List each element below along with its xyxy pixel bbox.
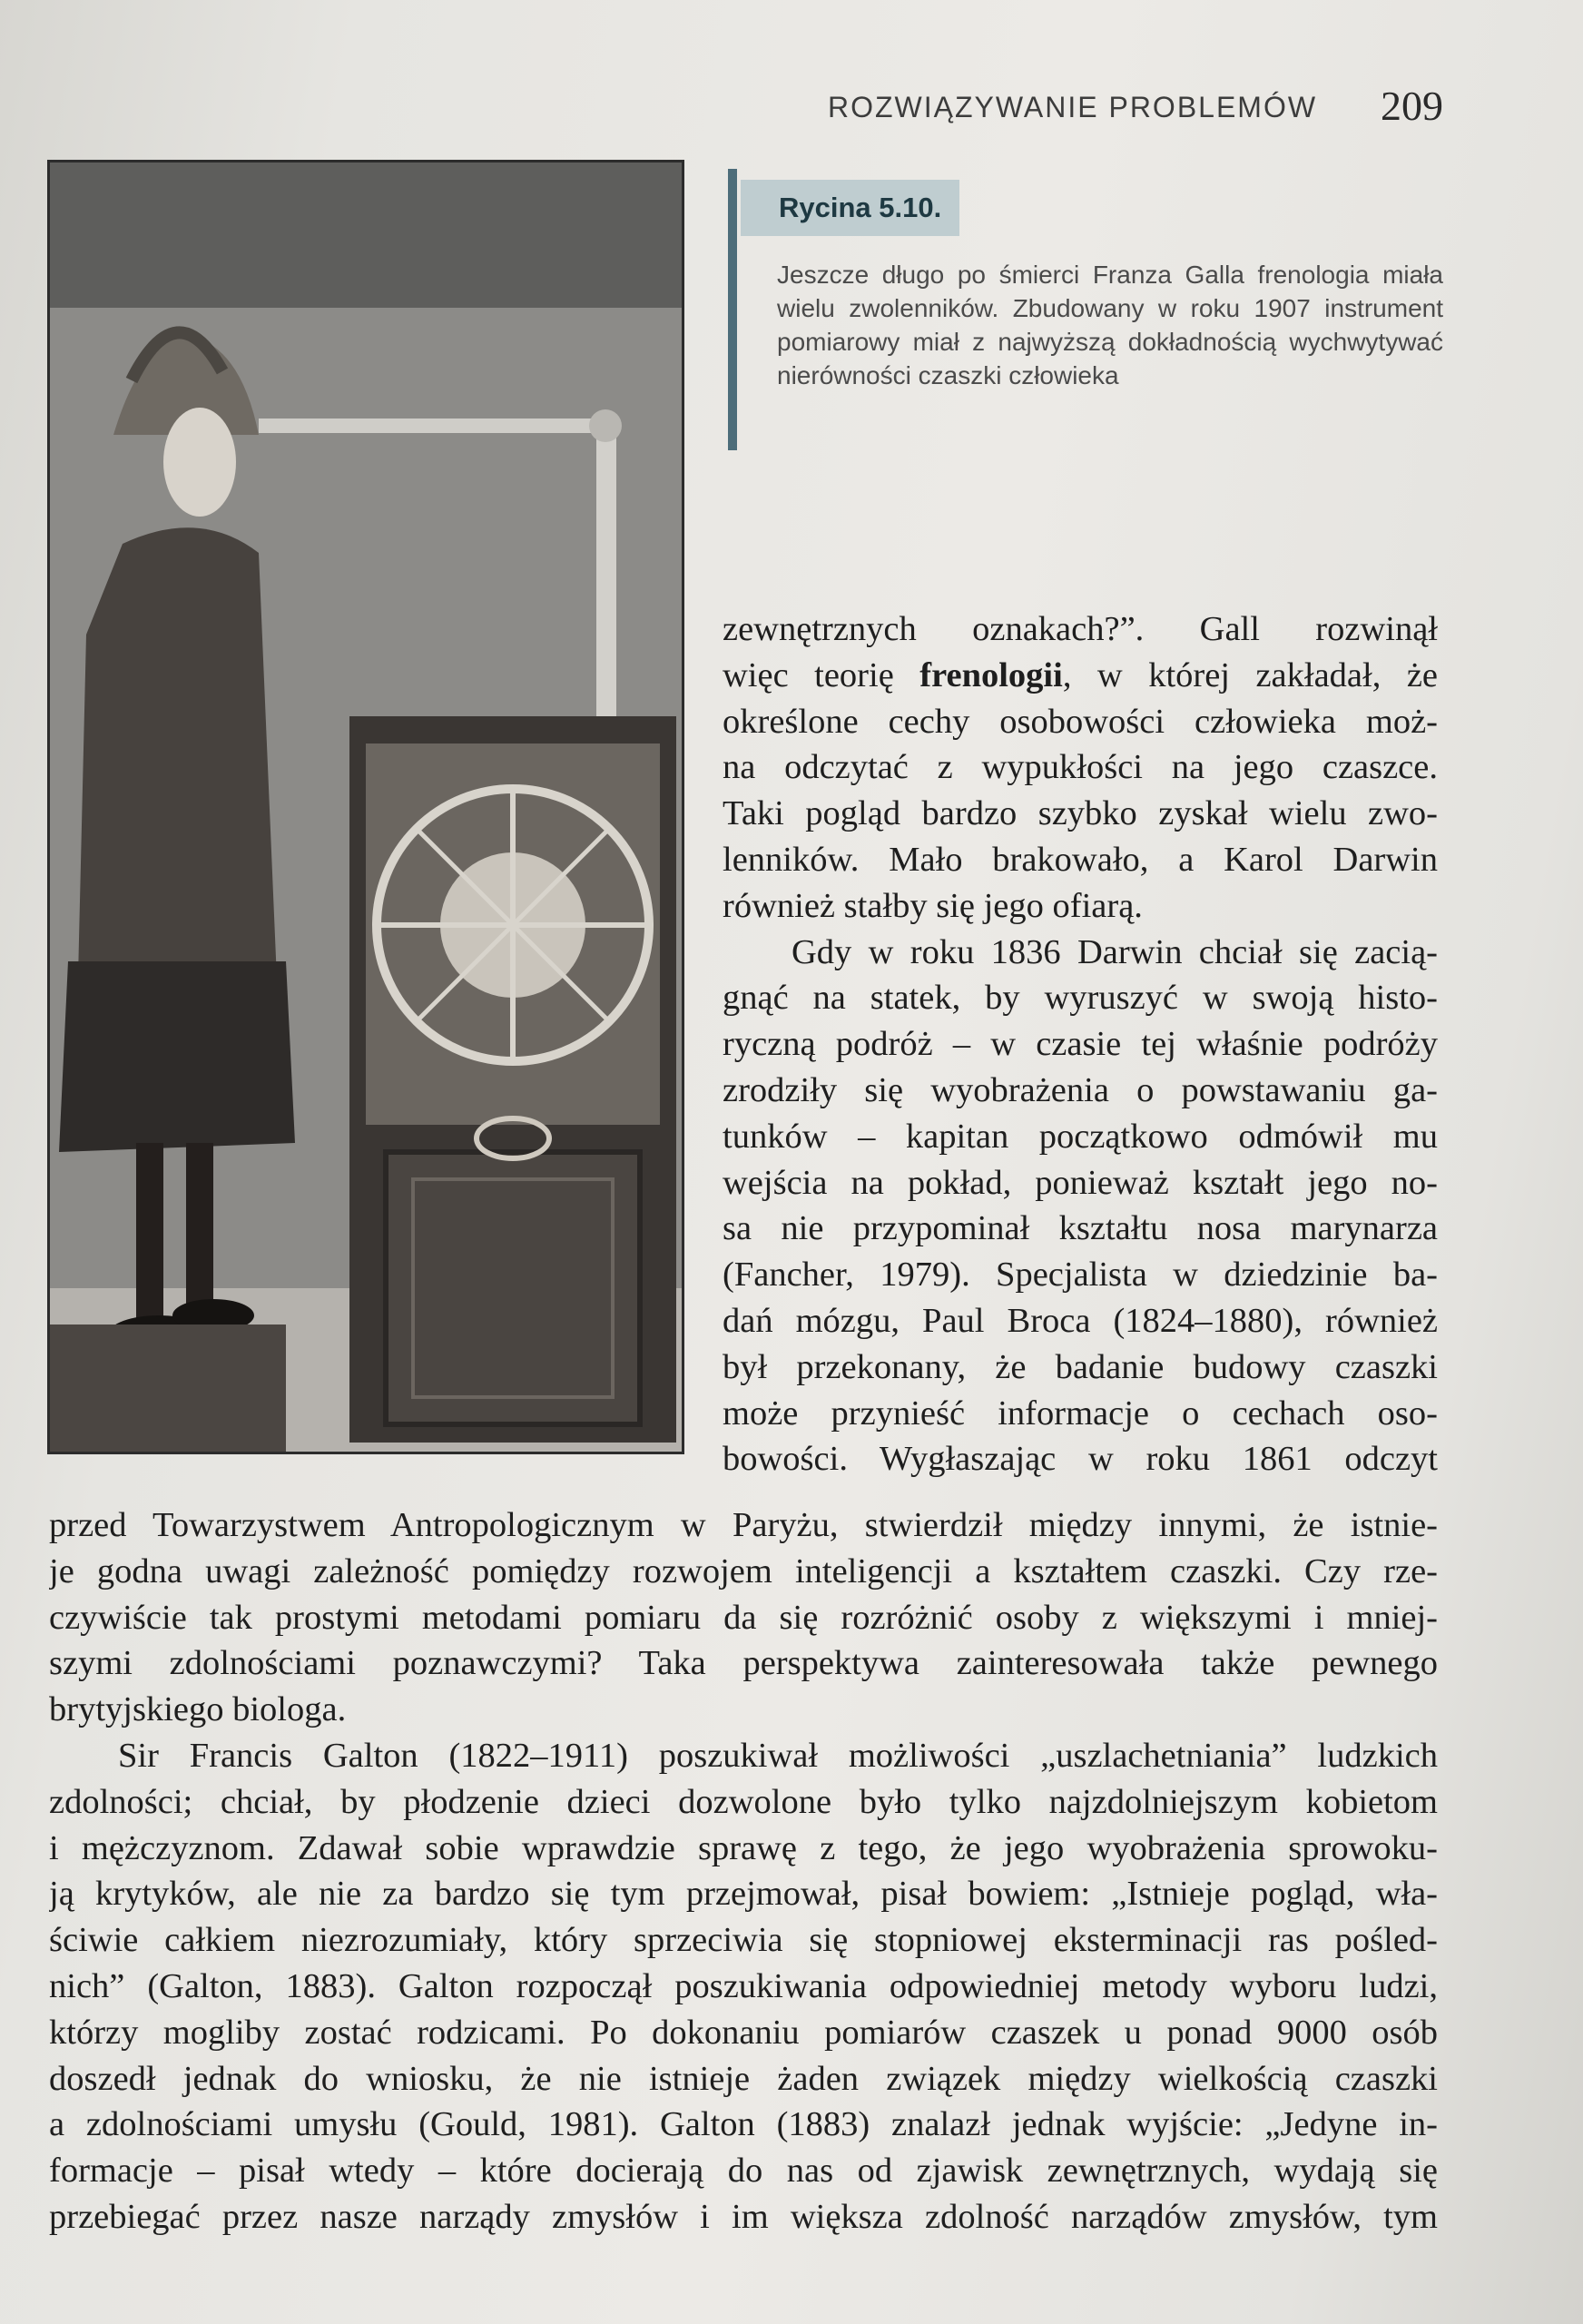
text-line: ryczną podróż – w czasie tej właśnie podróży [723, 1025, 1438, 1064]
key-term-frenologii: frenologii [919, 655, 1063, 694]
page-header [817, 80, 1452, 143]
text-line: formacje – pisał wtedy – które docierają do nas od zjawisk zewnętrznych, wydają się [49, 2152, 1438, 2191]
text-fragment: , w której zakładał, że [1062, 655, 1438, 694]
text-line: Gdy w roku 1836 Darwin chciał się zacią- [792, 932, 1438, 971]
text-line: i mężczyznom. Zdawał sobie wprawdzie sprawę z tego, że jego wyobrażenia sprowoku- [49, 1828, 1438, 1867]
text-line [723, 653, 1438, 699]
text-line: Sir Francis Galton (1822–1911) poszukiwał możliwości „uszlachetniania” ludzkich [118, 1736, 1438, 1775]
text-line: sa nie przypominał kształtu nosa marynarza [723, 1209, 1438, 1248]
text-line: ją krytyków, ale nie za bardzo się tym przejmował, pisał bowiem: „Istnieje pogląd, wła- [49, 1875, 1438, 1914]
text-line: a zdolnościami umysłu (Gould, 1981). Galton (1883) znalazł jednak wyjście: „Jedyne in- [49, 2105, 1438, 2144]
text-line: ściwie całkiem niezrozumiały, który sprzeciwia się stopniowej eksterminacji ras pośled- [49, 1921, 1438, 1960]
text-line: dań mózgu, Paul Broca (1824–1880), również [723, 1301, 1438, 1340]
text-line: czywiście tak prostymi metodami pomiaru da się rozróżnić osoby z większymi i mniej- [49, 1598, 1438, 1637]
text-fragment: więc teorię [723, 655, 920, 694]
text-line: tunków – kapitan początkowo odmówił mu [723, 1117, 1438, 1156]
text-line: określone cechy osobowości człowieka moż- [723, 702, 1438, 741]
text-line: je godna uwagi zależność pomiędzy rozwojem inteligencji a kształtem czaszki. Czy rze- [49, 1551, 1438, 1590]
text-line: przed Towarzystwem Antropologicznym w Paryżu, stwierdził między innymi, że istnie- [49, 1506, 1438, 1544]
text-line: którzy mogliby zostać rodzicami. Po dokonaniu pomiarów czaszek u ponad 9000 osób [49, 2013, 1438, 2052]
text-line: gnąć na statek, by wyruszyć w swoją histo- [723, 979, 1438, 1018]
figure-caption: Jeszcze długo po śmierci Franza Galla frenologia miała wielu zwolenników. Zbudowany w roku 1907 instrument pomiarowy miał z najwyższą dokładnością wychwytywać nierówności czaszki człowieka [777, 261, 1443, 389]
text-line: również stałby się jego ofiarą. [723, 886, 1143, 925]
caption-accent-bar [728, 169, 737, 450]
text-line: doszedł jednak do wniosku, że nie istnieje żaden związek między wielkością czaszki [49, 2059, 1438, 2098]
text-line: brytyjskiego biologa. [49, 1690, 347, 1729]
phrenology-instrument-illustration [50, 162, 682, 1452]
running-head: ROZWIĄZYWANIE PROBLEMÓW [828, 91, 1318, 123]
text-line: bowości. Wygłaszając w roku 1861 odczyt [723, 1440, 1438, 1479]
figure-caption-box [728, 169, 1454, 450]
text-line: był przekonany, że badanie budowy czaszki [723, 1347, 1438, 1386]
text-line: zrodziły się wyobrażenia o powstawaniu ga- [723, 1070, 1438, 1109]
text-line: przebiegać przez nasze narządy zmysłów i im większa zdolność narządów zmysłów, tym [49, 2197, 1438, 2236]
text-line: szymi zdolnościami poznawczymi? Taka perspektywa zainteresowała także pewnego [49, 1644, 1438, 1683]
text-line: (Fancher, 1979). Specjalista w dziedzinie ba- [723, 1256, 1438, 1295]
text-line: Taki pogląd bardzo szybko zyskał wielu zwo- [723, 794, 1438, 833]
text-line: na odczytać z wypukłości na jego czaszce. [723, 748, 1438, 787]
text-line: wejścia na pokład, ponieważ kształt jego no- [723, 1163, 1438, 1202]
text-line: może przynieść informacje o cechach oso- [723, 1393, 1438, 1433]
text-line: lenników. Mało brakowało, a Karol Darwin [723, 840, 1438, 879]
figure-label: Rycina 5.10. [741, 180, 959, 236]
body-full-width [49, 1502, 1438, 2240]
figure-photo [47, 160, 684, 1454]
text-line: zewnętrznych oznakach?”. Gall rozwinął [723, 610, 1438, 648]
text-line: zdolności; chciał, by płodzenie dzieci dozwolone było tylko najzdolniejszym kobietom [49, 1782, 1438, 1821]
page-number: 209 [1381, 83, 1443, 129]
text-line: nich” (Galton, 1883). Galton rozpoczął poszukiwania odpowiedniej metody wyboru ludzi, [49, 1966, 1438, 2005]
body-column-right [723, 606, 1438, 1482]
